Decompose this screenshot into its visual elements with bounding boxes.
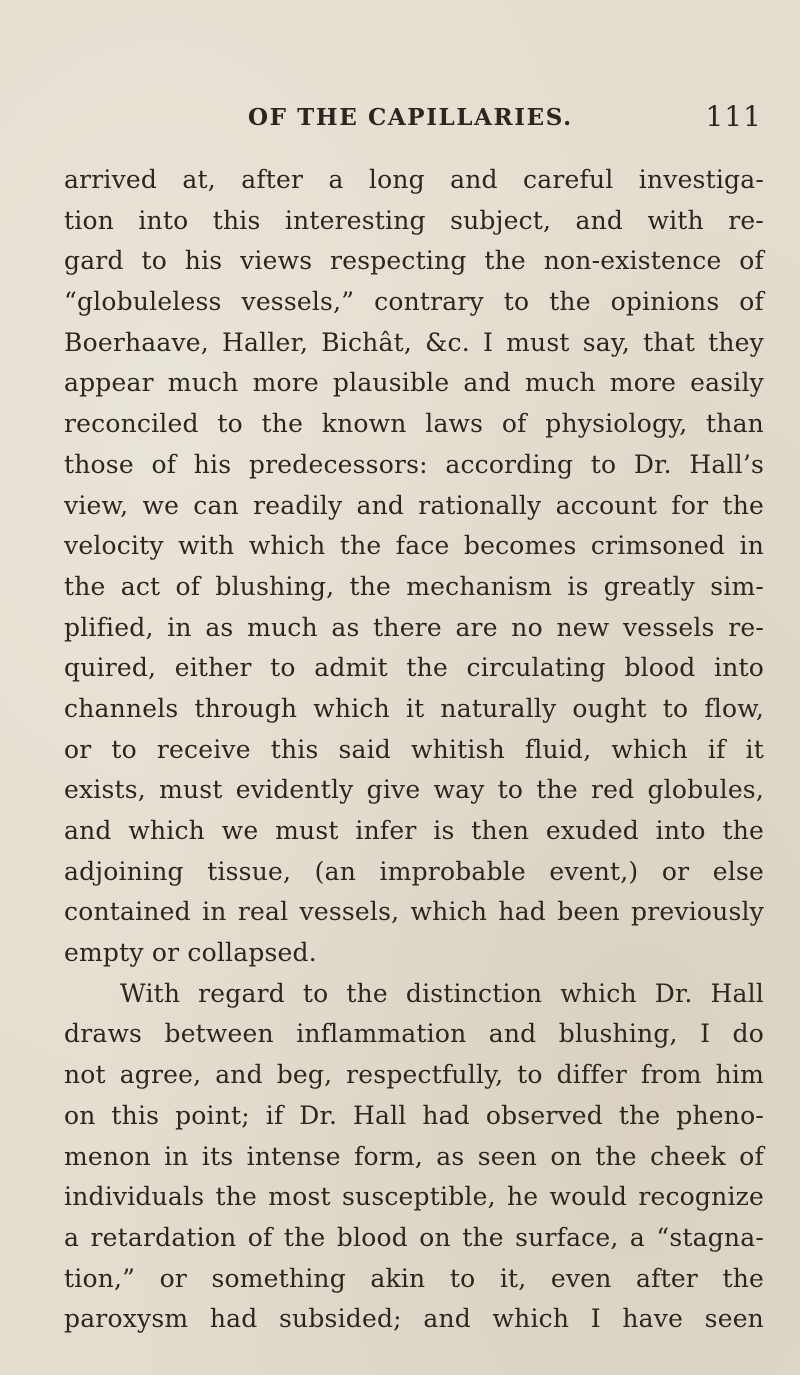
text-line: contained in real vessels, which had been previously	[64, 897, 764, 927]
text-line: menon in its intense form, as seen on the cheek of	[64, 1141, 764, 1171]
text-line: quired, either to admit the circulating blood into	[64, 653, 764, 683]
text-line: “globuleless vessels,” contrary to the opinions of	[64, 287, 764, 317]
page-number: 111	[705, 100, 762, 133]
text-line: on this point; if Dr. Hall had observed the pheno-	[64, 1100, 764, 1130]
text-line: velocity with which the face becomes crimsoned in	[64, 531, 764, 561]
text-line: and which we must infer is then exuded into the	[64, 816, 764, 845]
text-line: those of his predecessors: according to Dr. Hall’s	[64, 449, 764, 479]
text-line: exists, must evidently give way to the red globules,	[64, 775, 764, 805]
text-line: plified, in as much as there are no new vessels re-	[64, 612, 764, 642]
text-line: arrived at, after a long and careful investiga-	[64, 165, 764, 194]
running-title: OF THE CAPILLARIES.	[248, 104, 573, 131]
text-line: individuals the most susceptible, he would recognize	[64, 1182, 764, 1212]
text-line: paroxysm had subsided; and which I have seen	[64, 1304, 764, 1334]
text-line: view, we can readily and rationally account for the	[64, 490, 764, 520]
text-line: draws between inflammation and blushing, I do	[64, 1019, 764, 1049]
body-text	[64, 160, 764, 1340]
text-line: Boerhaave, Haller, Bichât, &c. I must say, that they	[64, 327, 764, 357]
text-line: the act of blushing, the mechanism is greatly sim-	[64, 571, 764, 601]
text-line: reconciled to the known laws of physiology, than	[64, 409, 764, 439]
text-line: not agree, and beg, respectfully, to differ from him	[64, 1060, 764, 1090]
text-line: a retardation of the blood on the surface, a “stagna-	[64, 1222, 764, 1252]
text-line: With regard to the distinction which Dr. Hall	[120, 978, 764, 1008]
text-line: tion into this interesting subject, and with re-	[64, 205, 764, 235]
running-head	[248, 100, 762, 144]
text-line: or to receive this said whitish fluid, which if it	[64, 734, 764, 764]
text-line: gard to his views respecting the non-existence of	[64, 246, 764, 276]
text-line: adjoining tissue, (an improbable event,) or else	[64, 856, 764, 886]
text-line: tion,” or something akin to it, even after the	[64, 1263, 764, 1293]
text-line: appear much more plausible and much more easily	[64, 368, 764, 398]
text-line: channels through which it naturally ought to flow,	[64, 693, 764, 723]
text-line: empty or collapsed.	[64, 938, 317, 968]
